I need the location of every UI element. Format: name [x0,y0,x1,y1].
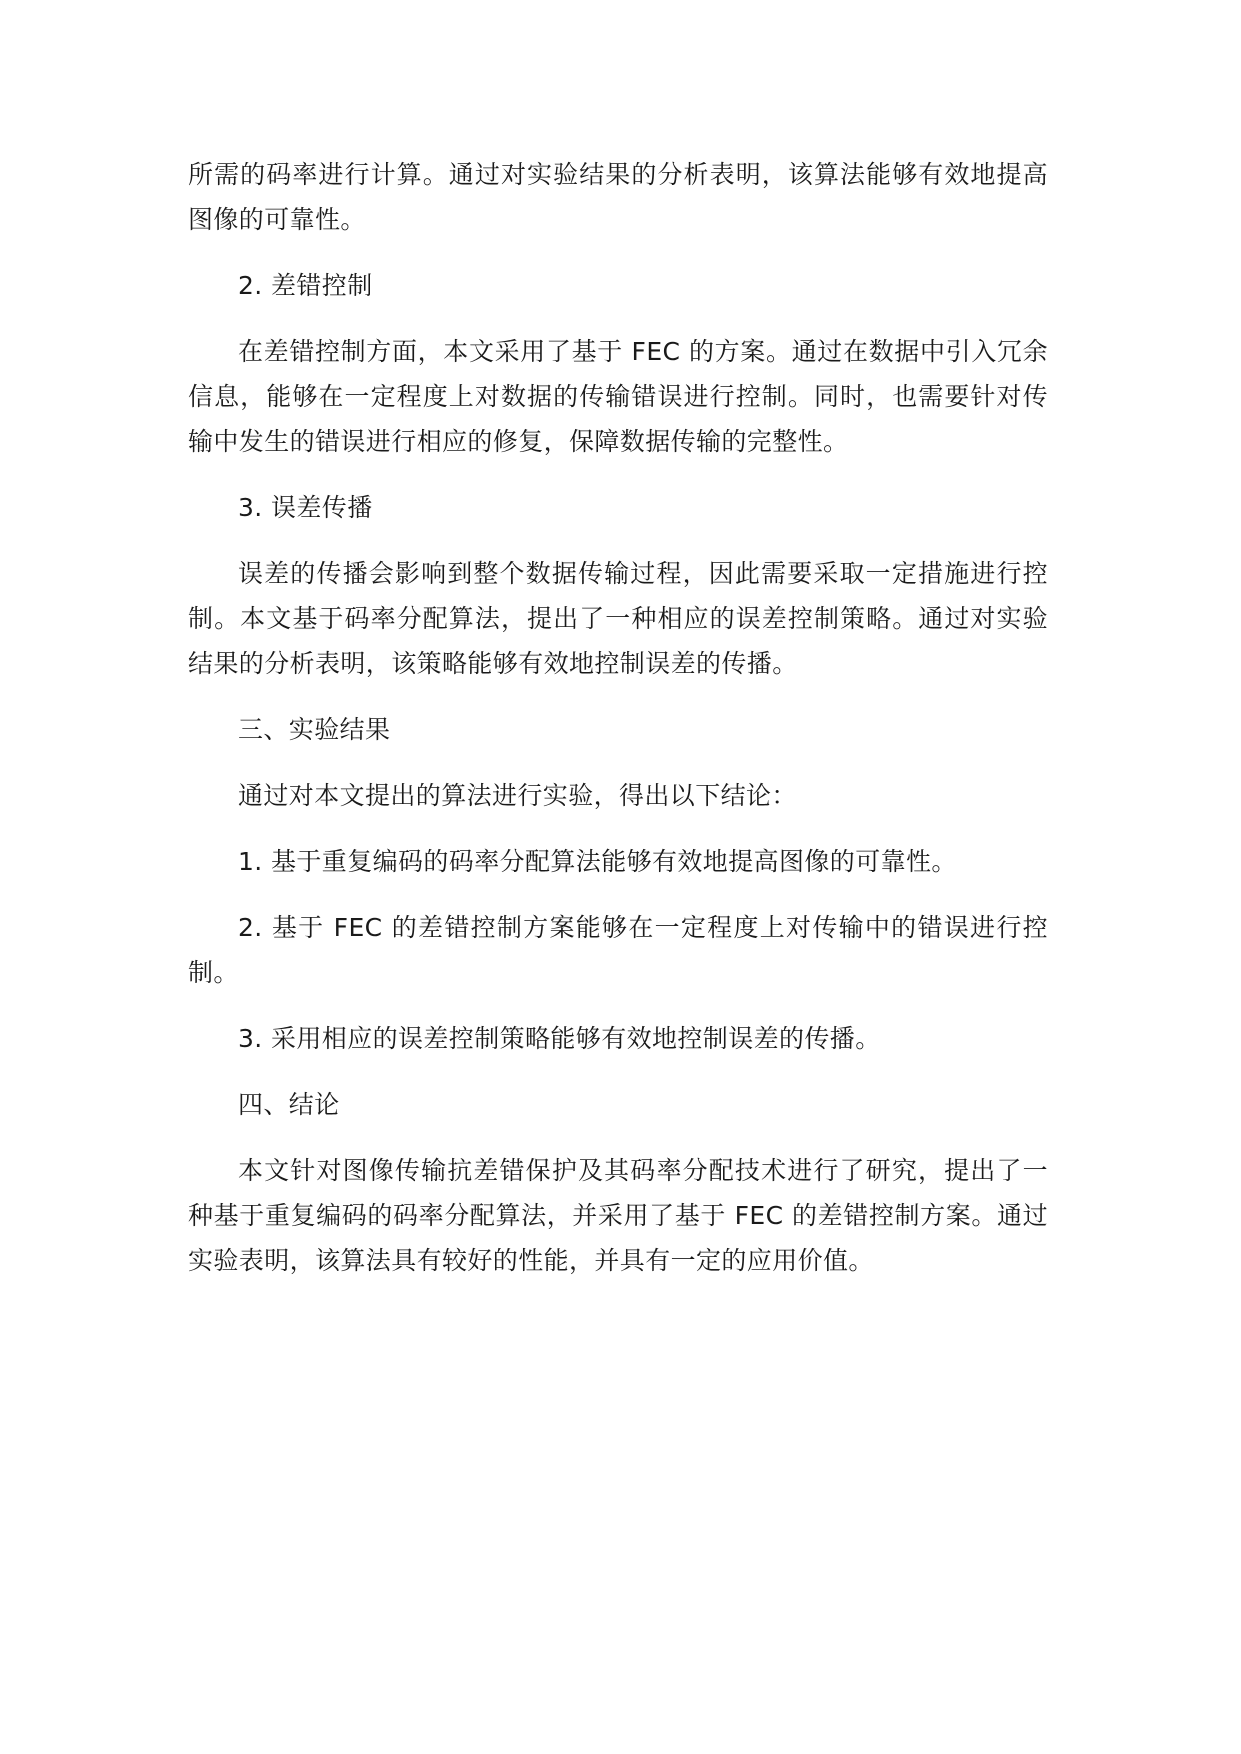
result-item-3: 3. 采用相应的误差控制策略能够有效地控制误差的传播。 [238,1024,881,1053]
paragraph-experiment-intro: 通过对本文提出的算法进行实验，得出以下结论： [238,781,797,810]
paragraph-error-control: 在差错控制方面，本文采用了基于 FEC 的方案。通过在数据中引入冗余信息，能够在一定程度上对数据的传输错误进行控制。同时，也需要针对传输中发生的错误进行相应的修复，保障数据传输的完整性。 [188,337,1048,456]
result-item-2: 2. 基于 FEC 的差错控制方案能够在一定程度上对传输中的错误进行控制。 [188,913,1048,987]
paragraph-conclusion: 本文针对图像传输抗差错保护及其码率分配技术进行了研究，提出了一种基于重复编码的码率分配算法，并采用了基于 FEC 的差错控制方案。通过实验表明，该算法具有较好的性能，并具有一定的应用价值。 [188,1156,1048,1275]
section-heading-experiment-results: 三、实验结果 [238,715,391,744]
paragraph-error-propagation: 误差的传播会影响到整个数据传输过程，因此需要采取一定措施进行控制。本文基于码率分配算法，提出了一种相应的误差控制策略。通过对实验结果的分析表明，该策略能够有效地控制误差的传播。 [188,559,1048,678]
section-heading-conclusion: 四、结论 [238,1090,340,1119]
result-item-1: 1. 基于重复编码的码率分配算法能够有效地提高图像的可靠性。 [238,847,957,876]
section-heading-error-propagation: 3. 误差传播 [238,493,373,522]
section-heading-error-control: 2. 差错控制 [238,271,373,300]
paragraph-continuation: 所需的码率进行计算。通过对实验结果的分析表明，该算法能够有效地提高图像的可靠性。 [188,160,1048,234]
document-page [188,152,1048,1283]
